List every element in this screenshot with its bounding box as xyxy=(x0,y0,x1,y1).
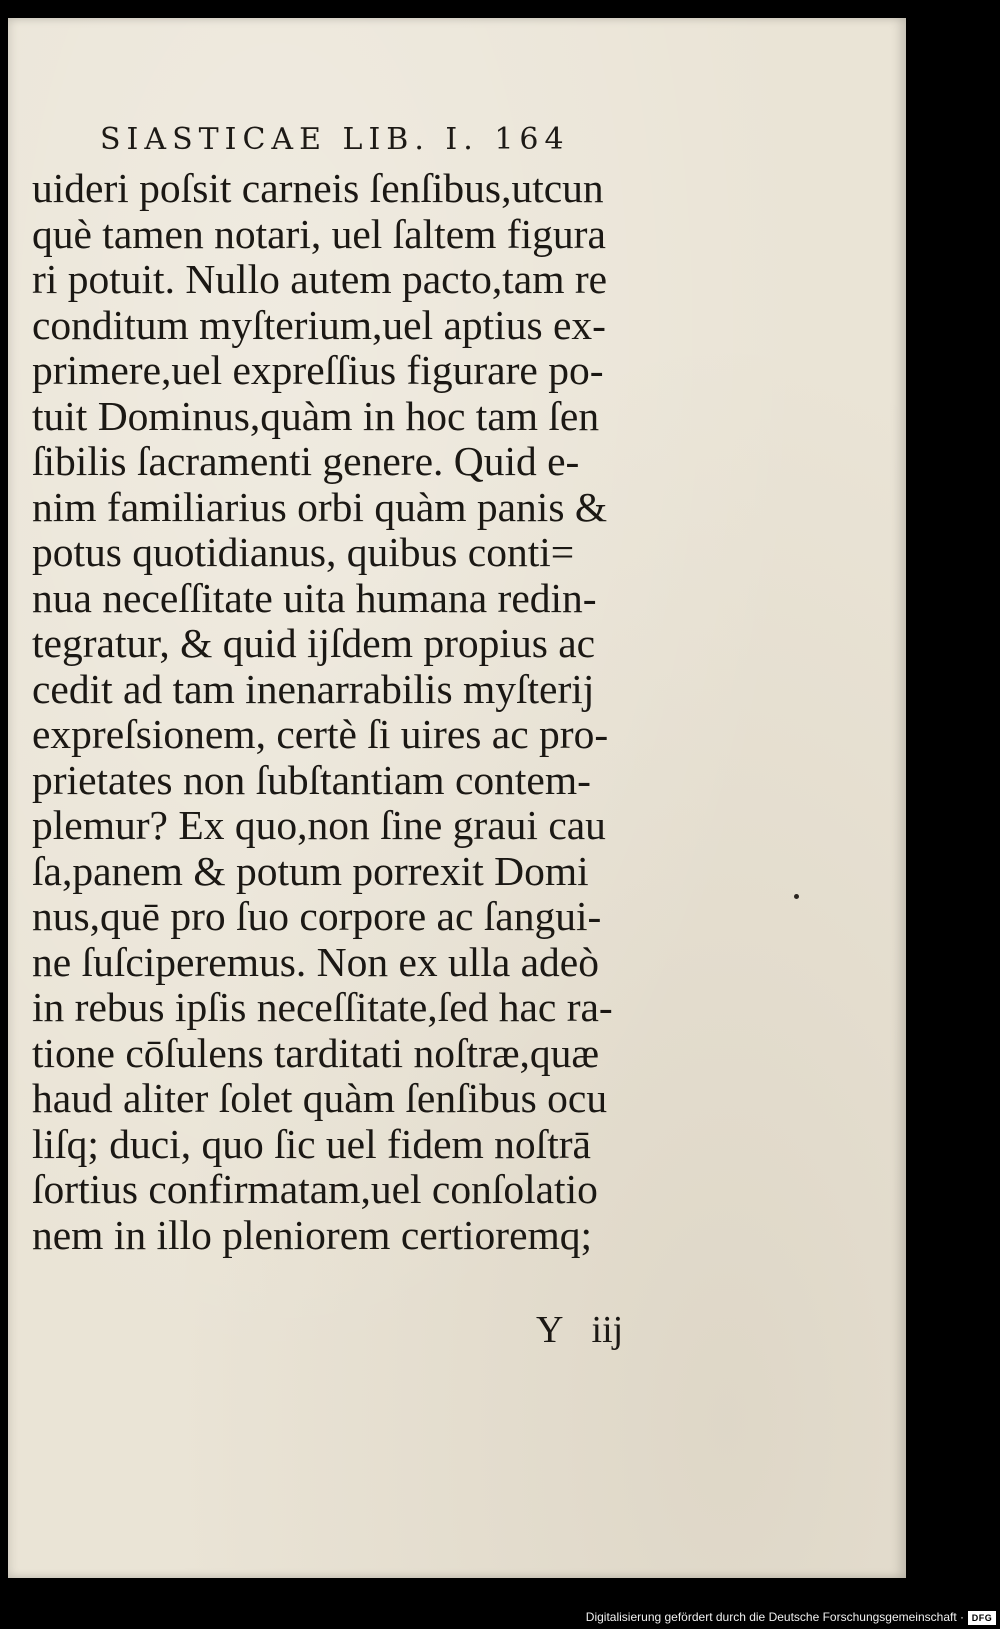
text-line: conditum myſterium,uel aptius ex- xyxy=(32,301,606,348)
footer-bar xyxy=(0,1608,1000,1629)
text-line: uideri poſsit carneis ſenſibus,utcun xyxy=(32,165,604,211)
text-line: què tamen notari, uel ſaltem figura xyxy=(32,210,606,257)
text-line: potus quotidianus, quibus conti= xyxy=(32,529,575,575)
text-line: liſq; duci, quo ſic uel fidem noſtrā xyxy=(32,1120,591,1167)
text-line: nim familiarius orbi quàm panis & xyxy=(32,483,608,530)
signature-mark: Y iij xyxy=(536,1309,624,1351)
book-page xyxy=(8,18,906,1578)
body-text xyxy=(32,166,692,1258)
text-line: ne ſuſciperemus. Non ex ulla adeò xyxy=(32,938,599,985)
text-line: in rebus ipſis neceſſitate,ſed hac ra- xyxy=(32,984,613,1030)
text-line: prietates non ſubſtantiam contem- xyxy=(32,756,591,803)
text-line: haud aliter ſolet quàm ſenſibus ocu xyxy=(32,1075,608,1121)
text-line: tione cōſulens tarditati noſtræ,quæ xyxy=(32,1029,600,1076)
text-line: ſortius confirmatam,uel conſolatio xyxy=(32,1166,598,1212)
text-line: nem in illo pleniorem certioremq; xyxy=(32,1211,593,1258)
text-line: nua neceſſitate uita humana redin- xyxy=(32,574,597,621)
text-line: ſa,panem & potum porrexit Domi xyxy=(32,847,589,894)
running-head: SIASTICAE LIB. I. 164 xyxy=(100,122,570,157)
funding-credit: Digitalisierung gefördert durch die Deutsche Forschungsgemeinschaft · xyxy=(585,1610,964,1624)
dfg-logo: DFG xyxy=(968,1611,996,1625)
text-line: nus,quē pro ſuo corpore ac ſangui- xyxy=(32,893,602,939)
text-line: tuit Dominus,quàm in hoc tam ſen xyxy=(32,392,600,439)
text-line: tegratur, & quid ijſdem propius ac xyxy=(32,620,596,666)
text-line: ri potuit. Nullo autem pacto,tam re xyxy=(32,256,608,302)
text-line: cedit ad tam inenarrabilis myſterij xyxy=(32,665,595,712)
text-line: primere,uel expreſſius figurare po- xyxy=(32,347,604,393)
text-line: plemur? Ex quo,non ſine graui cau xyxy=(32,802,606,848)
ink-speck xyxy=(794,894,799,899)
text-line: ſibilis ſacramenti genere. Quid e- xyxy=(32,438,580,484)
text-line: expreſsionem, certè ſi uires ac pro- xyxy=(32,711,609,757)
